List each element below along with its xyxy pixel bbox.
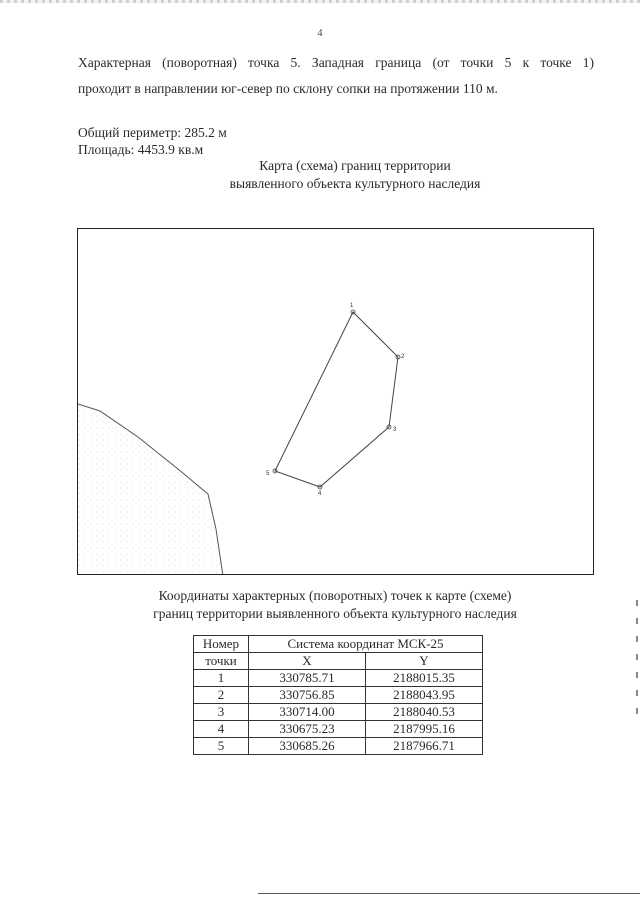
table-row xyxy=(194,721,483,738)
point-label-1: 1 xyxy=(350,303,354,309)
map-title-line-1: Карта (схема) границ территории xyxy=(259,158,451,173)
boundary-map xyxy=(77,228,594,575)
cell-y: 2188040.53 xyxy=(366,704,483,721)
cell-y: 2188015.35 xyxy=(366,670,483,687)
cell-y: 2188043.95 xyxy=(366,687,483,704)
map-title-line-2: выявленного объекта культурного наследия xyxy=(229,176,481,191)
map-title xyxy=(200,157,510,193)
point-label-4: 4 xyxy=(318,491,322,497)
header-x: X xyxy=(249,653,366,670)
cell-point-number: 3 xyxy=(194,704,249,721)
scan-margin-marks xyxy=(636,600,638,720)
cell-x: 330785.71 xyxy=(249,670,366,687)
table-row xyxy=(194,738,483,755)
coordinates-table xyxy=(193,635,483,755)
cell-x: 330675.23 xyxy=(249,721,366,738)
cell-x: 330685.26 xyxy=(249,738,366,755)
point-label-5: 5 xyxy=(266,471,270,477)
cell-x: 330756.85 xyxy=(249,687,366,704)
point-label-3: 3 xyxy=(393,427,397,433)
page-number: 4 xyxy=(317,28,323,39)
table-row xyxy=(194,704,483,721)
footer-line xyxy=(258,893,640,894)
cell-point-number: 2 xyxy=(194,687,249,704)
table-title xyxy=(80,587,590,623)
table-title-line-2: границ территории выявленного объекта культурного наследия xyxy=(153,606,517,621)
header-coordinate-system: Система координат МСК-25 xyxy=(249,636,483,653)
cell-y: 2187966.71 xyxy=(366,738,483,755)
table-row xyxy=(194,687,483,704)
table-header-row-1 xyxy=(194,636,483,653)
hill-area xyxy=(78,404,223,575)
cell-point-number: 4 xyxy=(194,721,249,738)
cell-point-number: 5 xyxy=(194,738,249,755)
table-header-row-2 xyxy=(194,653,483,670)
perimeter-text: Общий периметр: 285.2 м xyxy=(78,125,227,140)
header-point: точки xyxy=(194,653,249,670)
scan-edge xyxy=(0,0,640,3)
cell-point-number: 1 xyxy=(194,670,249,687)
paragraph-line-2: проходит в направлении юг-север по склону сопки на протяжении 110 м. xyxy=(78,81,498,96)
header-y: Y xyxy=(366,653,483,670)
area-text: Площадь: 4453.9 кв.м xyxy=(78,142,204,157)
paragraph-line-1: Характерная (поворотная) точка 5. Западная граница (от точки 5 к точке 1) xyxy=(78,55,594,70)
table-row xyxy=(194,670,483,687)
territory-boundary xyxy=(275,312,398,487)
cell-x: 330714.00 xyxy=(249,704,366,721)
point-label-2: 2 xyxy=(401,354,405,360)
cell-y: 2187995.16 xyxy=(366,721,483,738)
header-number: Номер xyxy=(194,636,249,653)
table-title-line-1: Координаты характерных (поворотных) точек к карте (схеме) xyxy=(158,588,512,603)
boundary-map-svg xyxy=(78,229,594,575)
